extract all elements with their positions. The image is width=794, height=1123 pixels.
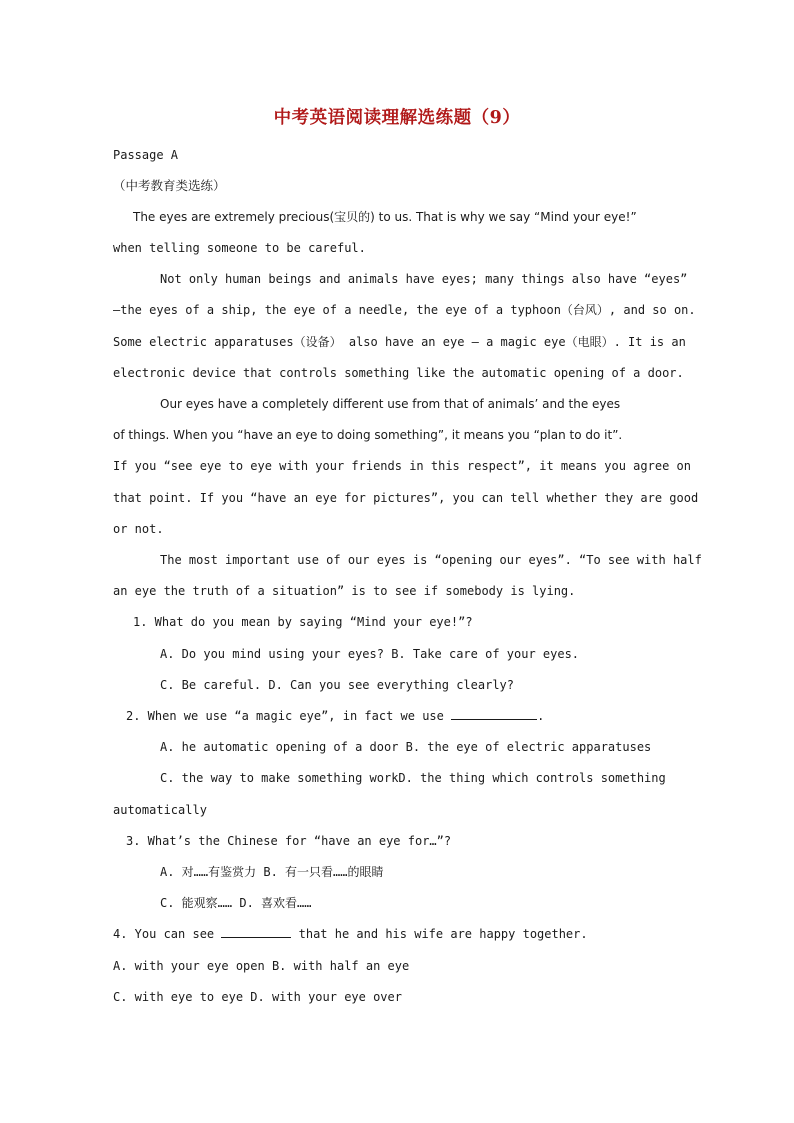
options-ab: A. Do you mind using your eyes? B. Take care of your eyes. (160, 647, 580, 661)
text-line: Some electric apparatuses（设备） also have an eye — a magic eye（电眼）. It is an (113, 335, 686, 349)
text-line: —the eyes of a ship, the eye of a needle, the eye of a typhoon（台风）, and so on. (113, 303, 696, 317)
question-stem: 1. What do you mean by saying “Mind your eye!”? (133, 615, 473, 629)
options-cd: C. 能观察…… D. 喜欢看…… (160, 896, 312, 910)
options-ab: A. he automatic opening of a door B. the eye of electric apparatuses (160, 740, 652, 754)
text-line: The eyes are extremely precious(宝贝的) to us. That is why we say “Mind your eye!” (133, 210, 637, 224)
text-line: when telling someone to be careful. (113, 241, 366, 255)
text-line: The most important use of our eyes is “opening our eyes”. “To see with half (160, 553, 702, 567)
text-line: Our eyes have a completely different use from that of animals’ and the eyes (160, 397, 621, 411)
answer-blank (451, 707, 537, 720)
options-ab: A. with your eye open B. with half an eye (113, 959, 410, 973)
passage-label: Passage A (113, 148, 179, 162)
stem-end: that he and his wife are happy together. (298, 927, 588, 941)
text-line: electronic device that controls something like the automatic opening of a door. (113, 366, 684, 380)
options-cd-cont: automatically (113, 803, 207, 817)
text-line: an eye the truth of a situation” is to see if somebody is lying. (113, 584, 576, 598)
text-line: If you “see eye to eye with your friends in this respect”, it means you agree on (113, 459, 691, 473)
text-line: or not. (113, 522, 164, 536)
answer-blank (221, 925, 291, 938)
category-label: （中考教育类选练） (113, 178, 226, 193)
question-stem: 3. What’s the Chinese for “have an eye for…”? (126, 834, 452, 848)
stem-text: 2. When we use “a magic eye”, in fact we use (126, 709, 444, 723)
question-stem (126, 707, 698, 725)
stem-text: 4. You can see (113, 927, 215, 941)
stem-end: . (537, 709, 545, 723)
text-line: of things. When you “have an eye to doing something”, it means you “plan to do it”. (113, 428, 623, 442)
text-line: that point. If you “have an eye for pictures”, you can tell whether they are good (113, 491, 699, 505)
options-cd: C. Be careful. D. Can you see everything clearly? (160, 678, 515, 692)
page-title: 中考英语阅读理解选练题（9） (273, 108, 521, 128)
question-stem (113, 925, 685, 943)
options-ab: A. 对……有鉴赏力 B. 有一只看……的眼睛 (160, 865, 384, 879)
options-cd: C. with eye to eye D. with your eye over (113, 990, 402, 1004)
text-line: Not only human beings and animals have eyes; many things also have “eyes” (160, 272, 688, 286)
options-cd: C. the way to make something workD. the thing which controls something (160, 771, 666, 785)
